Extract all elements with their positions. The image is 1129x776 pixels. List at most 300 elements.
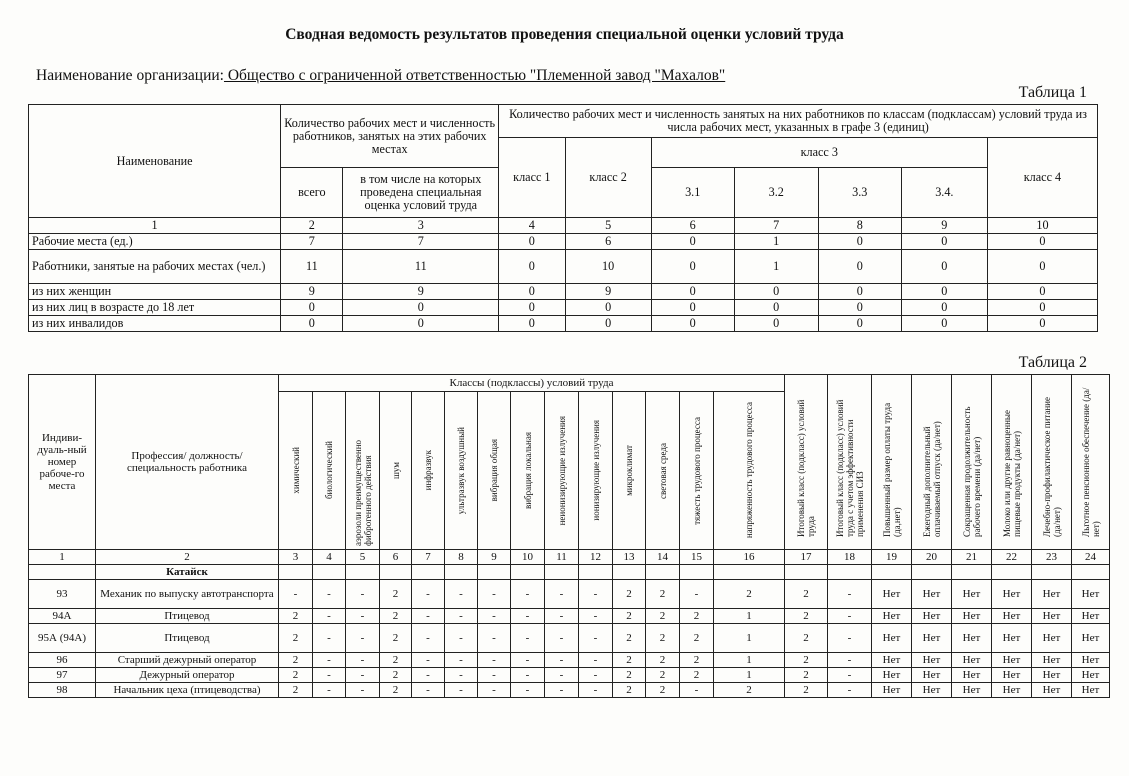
t2-col-number: 15: [680, 550, 714, 565]
cell-value: 2: [680, 624, 714, 653]
cell-value: -: [478, 653, 511, 668]
cell-value: Нет: [1032, 624, 1072, 653]
cell-value: 0: [734, 284, 818, 300]
cell-value: 7: [281, 234, 343, 250]
table-row: [29, 316, 1098, 332]
t2-col-header-text: химический: [290, 447, 301, 494]
cell-value: -: [313, 668, 346, 683]
workplaces-table: [28, 374, 1110, 698]
t1-col-number: 6: [651, 218, 734, 234]
cell-value: 2: [279, 609, 313, 624]
t2-col-number: 17: [785, 550, 828, 565]
cell-value: -: [478, 624, 511, 653]
cell-value: Нет: [952, 653, 992, 668]
t1-col-number: 2: [281, 218, 343, 234]
t2-section-blank: [412, 565, 445, 580]
cell-value: Нет: [1072, 624, 1110, 653]
t2-col-header: [828, 375, 872, 550]
t2-number-row: [29, 550, 1110, 565]
cell-value: -: [445, 668, 478, 683]
cell-value: Нет: [1072, 683, 1110, 698]
cell-value: 2: [279, 683, 313, 698]
cell-value: 7: [343, 234, 499, 250]
t2-col-header-text: тяжесть трудового процесса: [691, 416, 702, 525]
t2-col-number: 18: [828, 550, 872, 565]
t1-col-number: 3: [343, 218, 499, 234]
t2-col-header: [680, 392, 714, 550]
cell-value: 0: [565, 300, 651, 316]
t2-col-header: [613, 392, 646, 550]
cell-value: -: [828, 580, 872, 609]
table-row: [29, 624, 1110, 653]
cell-value: -: [511, 624, 545, 653]
cell-value: -: [511, 609, 545, 624]
t2-col-header-text: Итоговый класс (подкласс) условий труда: [796, 399, 816, 537]
t2-col-header-text: аэрозоли преимущественно фиброгенного действия: [352, 439, 373, 546]
table-row: [29, 250, 1098, 284]
cell-value: 2: [613, 653, 646, 668]
cell-value: Нет: [1032, 653, 1072, 668]
t2-col-header: [478, 392, 511, 550]
cell-value: Нет: [872, 624, 912, 653]
cell-value: Нет: [1032, 683, 1072, 698]
cell-value: Нет: [992, 624, 1032, 653]
t1-number-row: [29, 218, 1098, 234]
t2-section-blank: [992, 565, 1032, 580]
cell-value: 0: [818, 234, 901, 250]
table2-caption: Таблица 2: [1018, 354, 1087, 371]
cell-value: -: [478, 683, 511, 698]
t2-col-header: [714, 392, 785, 550]
t2-col-header: [992, 375, 1032, 550]
cell-value: 2: [714, 580, 785, 609]
t2-col-header: [579, 392, 613, 550]
cell-value: -: [346, 580, 380, 609]
cell-value: Нет: [1032, 668, 1072, 683]
table1-caption: Таблица 1: [1018, 84, 1087, 101]
t2-col-header: [511, 392, 545, 550]
profession: Механик по выпуску автотранспорта: [96, 580, 279, 609]
t2-col-header: [785, 375, 828, 550]
cell-value: 0: [901, 250, 987, 284]
cell-value: -: [346, 624, 380, 653]
cell-value: 1: [714, 668, 785, 683]
t2-col-header-text: инфразвук: [423, 450, 433, 491]
cell-value: Нет: [992, 580, 1032, 609]
cell-value: -: [346, 683, 380, 698]
cell-value: -: [412, 668, 445, 683]
t2-col-header: [1072, 375, 1110, 550]
cell-value: Нет: [872, 580, 912, 609]
table-row: [29, 668, 1110, 683]
cell-value: 2: [279, 668, 313, 683]
cell-value: 0: [651, 300, 734, 316]
cell-value: -: [313, 580, 346, 609]
t1-header-3-1: 3.1: [651, 168, 734, 218]
cell-value: 2: [380, 683, 412, 698]
t2-col-number: 23: [1032, 550, 1072, 565]
cell-value: 0: [651, 284, 734, 300]
t1-col-number: 9: [901, 218, 987, 234]
cell-value: Нет: [992, 609, 1032, 624]
t2-section-blank: [912, 565, 952, 580]
cell-value: -: [545, 683, 579, 698]
t2-col-header-text: Льготное пенсионное обеспечение (да/нет): [1080, 387, 1101, 537]
t2-section-blank: [872, 565, 912, 580]
cell-value: Нет: [1072, 580, 1110, 609]
cell-value: -: [412, 624, 445, 653]
t2-col-header: [313, 392, 346, 550]
t1-header-total: всего: [281, 168, 343, 218]
workplace-id: 96: [29, 653, 96, 668]
cell-value: -: [346, 668, 380, 683]
cell-value: 2: [380, 668, 412, 683]
t2-section-blank: [680, 565, 714, 580]
cell-value: -: [579, 580, 613, 609]
cell-value: 0: [987, 316, 1097, 332]
table-row: [29, 284, 1098, 300]
cell-value: 2: [279, 653, 313, 668]
cell-value: Нет: [1072, 668, 1110, 683]
cell-value: Нет: [912, 653, 952, 668]
cell-value: 1: [714, 609, 785, 624]
t2-col-header-text: ультразвук воздушный: [456, 426, 466, 515]
cell-value: 2: [785, 624, 828, 653]
cell-value: -: [313, 609, 346, 624]
cell-value: 0: [499, 284, 565, 300]
cell-value: 2: [680, 653, 714, 668]
t2-col-number: 4: [313, 550, 346, 565]
cell-value: -: [579, 668, 613, 683]
table-row: [29, 609, 1110, 624]
t2-section-blank: [579, 565, 613, 580]
cell-value: -: [828, 609, 872, 624]
t2-section-blank: [646, 565, 680, 580]
t1-col-number: 10: [987, 218, 1097, 234]
cell-value: 2: [785, 683, 828, 698]
cell-value: 0: [987, 300, 1097, 316]
table-row: [29, 300, 1098, 316]
workplace-id: 94А: [29, 609, 96, 624]
cell-value: -: [828, 683, 872, 698]
cell-value: 0: [901, 316, 987, 332]
cell-value: Нет: [872, 683, 912, 698]
cell-value: -: [545, 609, 579, 624]
cell-value: 0: [281, 300, 343, 316]
t2-col-header: [912, 375, 952, 550]
cell-value: 0: [565, 316, 651, 332]
cell-value: -: [279, 580, 313, 609]
profession: Птицевод: [96, 609, 279, 624]
t2-section-blank: [445, 565, 478, 580]
t1-header-class1: класс 1: [499, 138, 565, 218]
t1-header-classes: Количество рабочих мест и численность занятых на них работников по классам (подклассам) условий труда из числа рабочих мест, указанных в графе 3 (единиц): [499, 105, 1098, 138]
cell-value: 2: [680, 609, 714, 624]
cell-value: 2: [646, 624, 680, 653]
cell-value: 9: [565, 284, 651, 300]
cell-value: -: [579, 609, 613, 624]
t2-col-header-text: Молоко или другие равноценные пищевые продукты (да/нет): [1001, 410, 1022, 537]
table-row: [29, 234, 1098, 250]
t2-col-number: 21: [952, 550, 992, 565]
cell-value: 9: [281, 284, 343, 300]
cell-value: -: [828, 668, 872, 683]
t2-col-header: [1032, 375, 1072, 550]
t1-header-name: Наименование: [29, 105, 281, 218]
cell-value: -: [313, 653, 346, 668]
t2-col-number: 13: [613, 550, 646, 565]
t2-col-header: [445, 392, 478, 550]
t2-col-header-text: Лечебно-профилактическое питание (да/нет): [1041, 397, 1062, 537]
cell-value: 2: [279, 624, 313, 653]
cell-value: Нет: [872, 668, 912, 683]
cell-value: Нет: [952, 668, 992, 683]
t2-col-number: 1: [29, 550, 96, 565]
cell-value: 2: [613, 683, 646, 698]
cell-value: 2: [680, 668, 714, 683]
cell-value: 6: [565, 234, 651, 250]
cell-value: 0: [818, 250, 901, 284]
t2-section-blank: [313, 565, 346, 580]
t1-col-number: 4: [499, 218, 565, 234]
cell-value: -: [412, 609, 445, 624]
t2-col-header: [545, 392, 579, 550]
t2-col-header-text: вибрация общая: [489, 439, 499, 502]
cell-value: 0: [987, 234, 1097, 250]
cell-value: 1: [714, 653, 785, 668]
t2-section-blank: [1072, 565, 1110, 580]
t2-col-header-text: ионизирующие излучения: [590, 420, 601, 521]
t2-col-header-text: Итоговый класс (подкласс) условий труда с учетом эффективности применения СИЗ: [834, 399, 865, 537]
t2-header-profession: Профессия/ должность/ специальность работника: [96, 375, 279, 550]
t2-col-number: 16: [714, 550, 785, 565]
cell-value: -: [545, 580, 579, 609]
cell-value: -: [412, 580, 445, 609]
t2-section-row: [29, 565, 1110, 580]
t2-header-id: Индиви-дуаль-ный номер рабоче-го места: [29, 375, 96, 550]
table-row: [29, 580, 1110, 609]
cell-value: 2: [646, 683, 680, 698]
row-label: из них лиц в возрасте до 18 лет: [29, 300, 281, 316]
profession: Старший дежурный оператор: [96, 653, 279, 668]
t2-section-blank: [545, 565, 579, 580]
cell-value: 2: [613, 609, 646, 624]
t2-section-blank: [952, 565, 992, 580]
cell-value: -: [579, 653, 613, 668]
cell-value: Нет: [952, 624, 992, 653]
cell-value: 0: [281, 316, 343, 332]
cell-value: 0: [499, 250, 565, 284]
cell-value: 2: [380, 653, 412, 668]
row-label: Работники, занятые на рабочих местах (чел.): [29, 250, 281, 284]
cell-value: Нет: [912, 683, 952, 698]
cell-value: 0: [901, 284, 987, 300]
cell-value: -: [313, 624, 346, 653]
cell-value: 0: [987, 284, 1097, 300]
t2-col-header: [952, 375, 992, 550]
cell-value: -: [828, 653, 872, 668]
workplace-id: 98: [29, 683, 96, 698]
cell-value: 0: [818, 300, 901, 316]
cell-value: 0: [734, 300, 818, 316]
workplace-id: 95А (94А): [29, 624, 96, 653]
cell-value: -: [445, 609, 478, 624]
cell-value: 11: [343, 250, 499, 284]
cell-value: Нет: [992, 683, 1032, 698]
t2-col-header: [412, 392, 445, 550]
cell-value: 0: [343, 300, 499, 316]
cell-value: -: [445, 653, 478, 668]
cell-value: Нет: [912, 624, 952, 653]
t2-col-header: [872, 375, 912, 550]
cell-value: 0: [499, 234, 565, 250]
t2-section-blank: [279, 565, 313, 580]
t2-col-header-text: неионизирующие излучения: [556, 415, 567, 526]
t2-section-blank: [478, 565, 511, 580]
t2-col-header: [279, 392, 313, 550]
cell-value: 0: [499, 316, 565, 332]
t2-col-number: 8: [445, 550, 478, 565]
profession: Дежурный оператор: [96, 668, 279, 683]
cell-value: 2: [613, 580, 646, 609]
t2-section-blank: [511, 565, 545, 580]
cell-value: Нет: [1072, 609, 1110, 624]
organization-line: [36, 67, 725, 85]
cell-value: 2: [646, 580, 680, 609]
t2-section-blank: [714, 565, 785, 580]
t2-section-blank: [346, 565, 380, 580]
t1-col-number: 1: [29, 218, 281, 234]
cell-value: 0: [901, 234, 987, 250]
t2-header-classes: Классы (подклассы) условий труда: [279, 375, 785, 392]
t2-col-number: 11: [545, 550, 579, 565]
cell-value: 2: [785, 580, 828, 609]
profession: Начальник цеха (птицеводства): [96, 683, 279, 698]
cell-value: -: [412, 683, 445, 698]
t2-col-number: 3: [279, 550, 313, 565]
cell-value: Нет: [952, 609, 992, 624]
t2-col-header-text: Сокращенная продолжительность рабочего времени (да/нет): [961, 406, 982, 537]
table-row: [29, 683, 1110, 698]
cell-value: Нет: [992, 653, 1032, 668]
t2-col-header: [380, 392, 412, 550]
t1-header-class2: класс 2: [565, 138, 651, 218]
cell-value: 0: [987, 250, 1097, 284]
t2-col-header-text: Повышенный размер оплаты труда (да,нет): [881, 402, 902, 537]
cell-value: Нет: [952, 580, 992, 609]
cell-value: 1: [714, 624, 785, 653]
cell-value: 2: [785, 668, 828, 683]
cell-value: -: [828, 624, 872, 653]
t2-col-header-text: шум: [390, 461, 401, 479]
cell-value: 0: [734, 316, 818, 332]
t2-col-header-text: Ежегодный дополнительный оплачиваемый отпуск (да/нет): [921, 421, 942, 537]
cell-value: 0: [901, 300, 987, 316]
cell-value: Нет: [1032, 580, 1072, 609]
cell-value: 0: [343, 316, 499, 332]
cell-value: 9: [343, 284, 499, 300]
t2-col-number: 19: [872, 550, 912, 565]
cell-value: Нет: [992, 668, 1032, 683]
cell-value: Нет: [1032, 609, 1072, 624]
cell-value: Нет: [872, 653, 912, 668]
t1-header-3-4: 3.4.: [901, 168, 987, 218]
t2-col-number: 14: [646, 550, 680, 565]
t2-col-header-text: биологический: [324, 441, 334, 500]
t2-col-number: 9: [478, 550, 511, 565]
organization-label: Наименование организации:: [36, 67, 224, 84]
t2-section-blank: [613, 565, 646, 580]
t2-col-number: 20: [912, 550, 952, 565]
cell-value: Нет: [912, 609, 952, 624]
cell-value: 2: [380, 609, 412, 624]
t2-section-blank: [29, 565, 96, 580]
cell-value: 2: [646, 609, 680, 624]
t1-col-number: 5: [565, 218, 651, 234]
t2-col-number: 5: [346, 550, 380, 565]
cell-value: Нет: [1072, 653, 1110, 668]
t2-col-number: 12: [579, 550, 613, 565]
cell-value: -: [511, 580, 545, 609]
cell-value: -: [478, 609, 511, 624]
cell-value: Нет: [912, 668, 952, 683]
cell-value: -: [478, 580, 511, 609]
cell-value: 0: [651, 250, 734, 284]
t2-col-header-text: напряженность трудового процесса: [744, 402, 754, 539]
cell-value: -: [511, 683, 545, 698]
workplace-id: 93: [29, 580, 96, 609]
cell-value: -: [680, 683, 714, 698]
cell-value: -: [545, 624, 579, 653]
t1-col-number: 8: [818, 218, 901, 234]
cell-value: 0: [499, 300, 565, 316]
t1-header-3-2: 3.2: [734, 168, 818, 218]
cell-value: -: [445, 580, 478, 609]
t2-col-header: [346, 392, 380, 550]
cell-value: 1: [734, 250, 818, 284]
cell-value: -: [545, 668, 579, 683]
cell-value: -: [579, 624, 613, 653]
t2-col-header: [646, 392, 680, 550]
cell-value: -: [445, 683, 478, 698]
cell-value: 1: [734, 234, 818, 250]
workplace-id: 97: [29, 668, 96, 683]
cell-value: 2: [714, 683, 785, 698]
cell-value: Нет: [912, 580, 952, 609]
t2-col-number: 22: [992, 550, 1032, 565]
page-title: Сводная ведомость результатов проведения специальной оценки условий труда: [285, 26, 844, 43]
cell-value: 2: [380, 580, 412, 609]
t2-col-number: 2: [96, 550, 279, 565]
row-label: из них инвалидов: [29, 316, 281, 332]
cell-value: 11: [281, 250, 343, 284]
t2-col-header-text: вибрация локальная: [522, 431, 533, 509]
summary-table: [28, 104, 1098, 332]
cell-value: 10: [565, 250, 651, 284]
t2-section-blank: [380, 565, 412, 580]
t2-section-title: Катайск: [96, 565, 279, 580]
t2-col-number: 24: [1072, 550, 1110, 565]
cell-value: -: [511, 668, 545, 683]
cell-value: 2: [613, 668, 646, 683]
t1-header-class4: класс 4: [987, 138, 1097, 218]
cell-value: -: [680, 580, 714, 609]
cell-value: -: [545, 653, 579, 668]
cell-value: 2: [613, 624, 646, 653]
t2-section-blank: [785, 565, 828, 580]
cell-value: -: [478, 668, 511, 683]
cell-value: 2: [785, 653, 828, 668]
